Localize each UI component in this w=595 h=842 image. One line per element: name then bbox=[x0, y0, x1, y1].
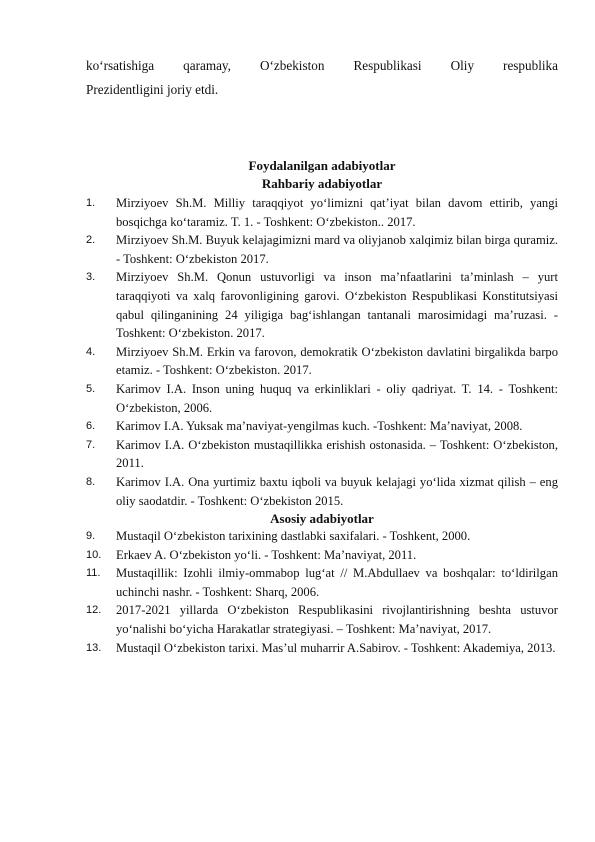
reference-item bbox=[86, 601, 558, 638]
section-heading-main-wrap bbox=[86, 510, 558, 527]
reference-text: Mirziyoev Sh.M. Buyuk kelajagimizni mard va oliyjanob xalqimiz bilan birga quramiz. - Toshkent: O‘zbekiston 2017. bbox=[116, 233, 558, 266]
intro-paragraph bbox=[86, 54, 558, 102]
reference-item bbox=[86, 564, 558, 601]
reference-text: Mustaqillik: Izohli ilmiy-ommabop lug‘at // M.Abdullaev va boshqalar: to‘ldirilgan uchinchi nashr. - Toshkent: Sharq, 2006. bbox=[116, 566, 558, 599]
reference-item bbox=[86, 527, 558, 546]
section-heading-main: Asosiy adabiyotlar bbox=[270, 511, 374, 527]
reference-number: 12. bbox=[86, 604, 102, 617]
reference-number: 4. bbox=[86, 345, 96, 358]
reference-text: 2017-2021 yillarda O‘zbekiston Respublikasini rivojlantirishning beshta ustuvor yo‘nalishi bo‘yicha Harakatlar strategiyasi. – Toshkent: Ma’naviyat, 2017. bbox=[116, 603, 558, 637]
reference-item bbox=[86, 417, 558, 436]
reference-text: Mirziyoev Sh.M. Erkin va farovon, demokratik O‘zbekiston davlatini birgalikda barpo etamiz. - Toshkent: O‘zbekiston. 2017. bbox=[116, 344, 558, 378]
reference-number: 10. bbox=[86, 548, 102, 561]
reference-number: 9. bbox=[86, 530, 96, 543]
reference-number: 8. bbox=[86, 475, 96, 488]
reference-text: Erkaev A. O‘zbekiston yo‘li. - Toshkent: Ma’naviyat, 2011. bbox=[116, 547, 417, 562]
reference-item bbox=[86, 473, 558, 510]
reference-number: 6. bbox=[86, 420, 96, 433]
reference-item bbox=[86, 194, 558, 231]
reference-number: 1. bbox=[86, 197, 96, 209]
reference-text: Karimov I.A. Yuksak ma’naviyat-yengilmas kuch. -Toshkent: Ma’naviyat, 2008. bbox=[116, 419, 523, 434]
reference-item bbox=[86, 343, 558, 380]
reference-number: 5. bbox=[86, 382, 96, 395]
intro-line-2: Prezidentligini joriy etdi. bbox=[86, 82, 219, 97]
reference-number: 13. bbox=[86, 641, 102, 654]
section-heading-guiding: Rahbariy adabiyotlar bbox=[261, 176, 383, 191]
reference-text: Mustaqil O‘zbekiston tarixining dastlabki saxifalari. - Toshkent, 2000. bbox=[116, 529, 471, 544]
reference-number: 7. bbox=[86, 438, 96, 451]
bibliography-title: Foydalanilgan adabiyotlar bbox=[248, 158, 396, 173]
reference-list-guiding bbox=[86, 194, 558, 657]
intro-line-1: ko‘rsatishiga qaramay, O‘zbekiston Respublikasi Oliy respublika bbox=[86, 58, 558, 73]
reference-item bbox=[86, 546, 558, 565]
reference-number: 2. bbox=[86, 234, 96, 247]
reference-text: Mirziyoev Sh.M. Qonun ustuvorligi va inson ma’nfaatlarini ta’minlash – yurt taraqqiyoti va xalq farovonligining garovi. O‘zbekiston Respublikasi Konstitutsiyasi qabul qilinganining 24 yiligiga bag‘ishlangan tantanali marosimidagi ma’ruzasi. - Toshkent: O‘zbekiston. 2017. bbox=[116, 270, 558, 341]
reference-number: 3. bbox=[86, 271, 96, 284]
reference-text: Karimov I.A. Ona yurtimiz baxtu iqboli va buyuk kelajagi yo‘lida xizmat qilish – eng oliy saodatdir. - Toshkent: O‘zbekiston 2015. bbox=[116, 474, 558, 508]
reference-text: Karimov I.A. O‘zbekiston mustaqillikka erishish ostonasida. – Toshkent: O‘zbekiston, 2011. bbox=[116, 437, 558, 471]
reference-item bbox=[86, 231, 558, 268]
reference-number: 11. bbox=[86, 567, 101, 580]
reference-item bbox=[86, 639, 558, 658]
reference-text: Karimov I.A. Inson uning huquq va erkinliklari - oliy qadriyat. T. 14. - Toshkent: O‘zbekiston, 2006. bbox=[116, 381, 558, 415]
reference-item bbox=[86, 436, 558, 473]
reference-item bbox=[86, 268, 558, 342]
reference-text: Mustaqil O‘zbekiston tarixi. Mas’ul muharrir A.Sabirov. - Toshkent: Akademiya, 2013. bbox=[116, 640, 556, 655]
reference-item bbox=[86, 380, 558, 417]
reference-text: Mirziyoev Sh.M. Milliy taraqqiyot yo‘limizni qat’iyat bilan davom ettirib, yangi bosqichga ko‘taramiz. T. 1. - Toshkent: O‘zbekiston.. 2017. bbox=[116, 196, 558, 229]
